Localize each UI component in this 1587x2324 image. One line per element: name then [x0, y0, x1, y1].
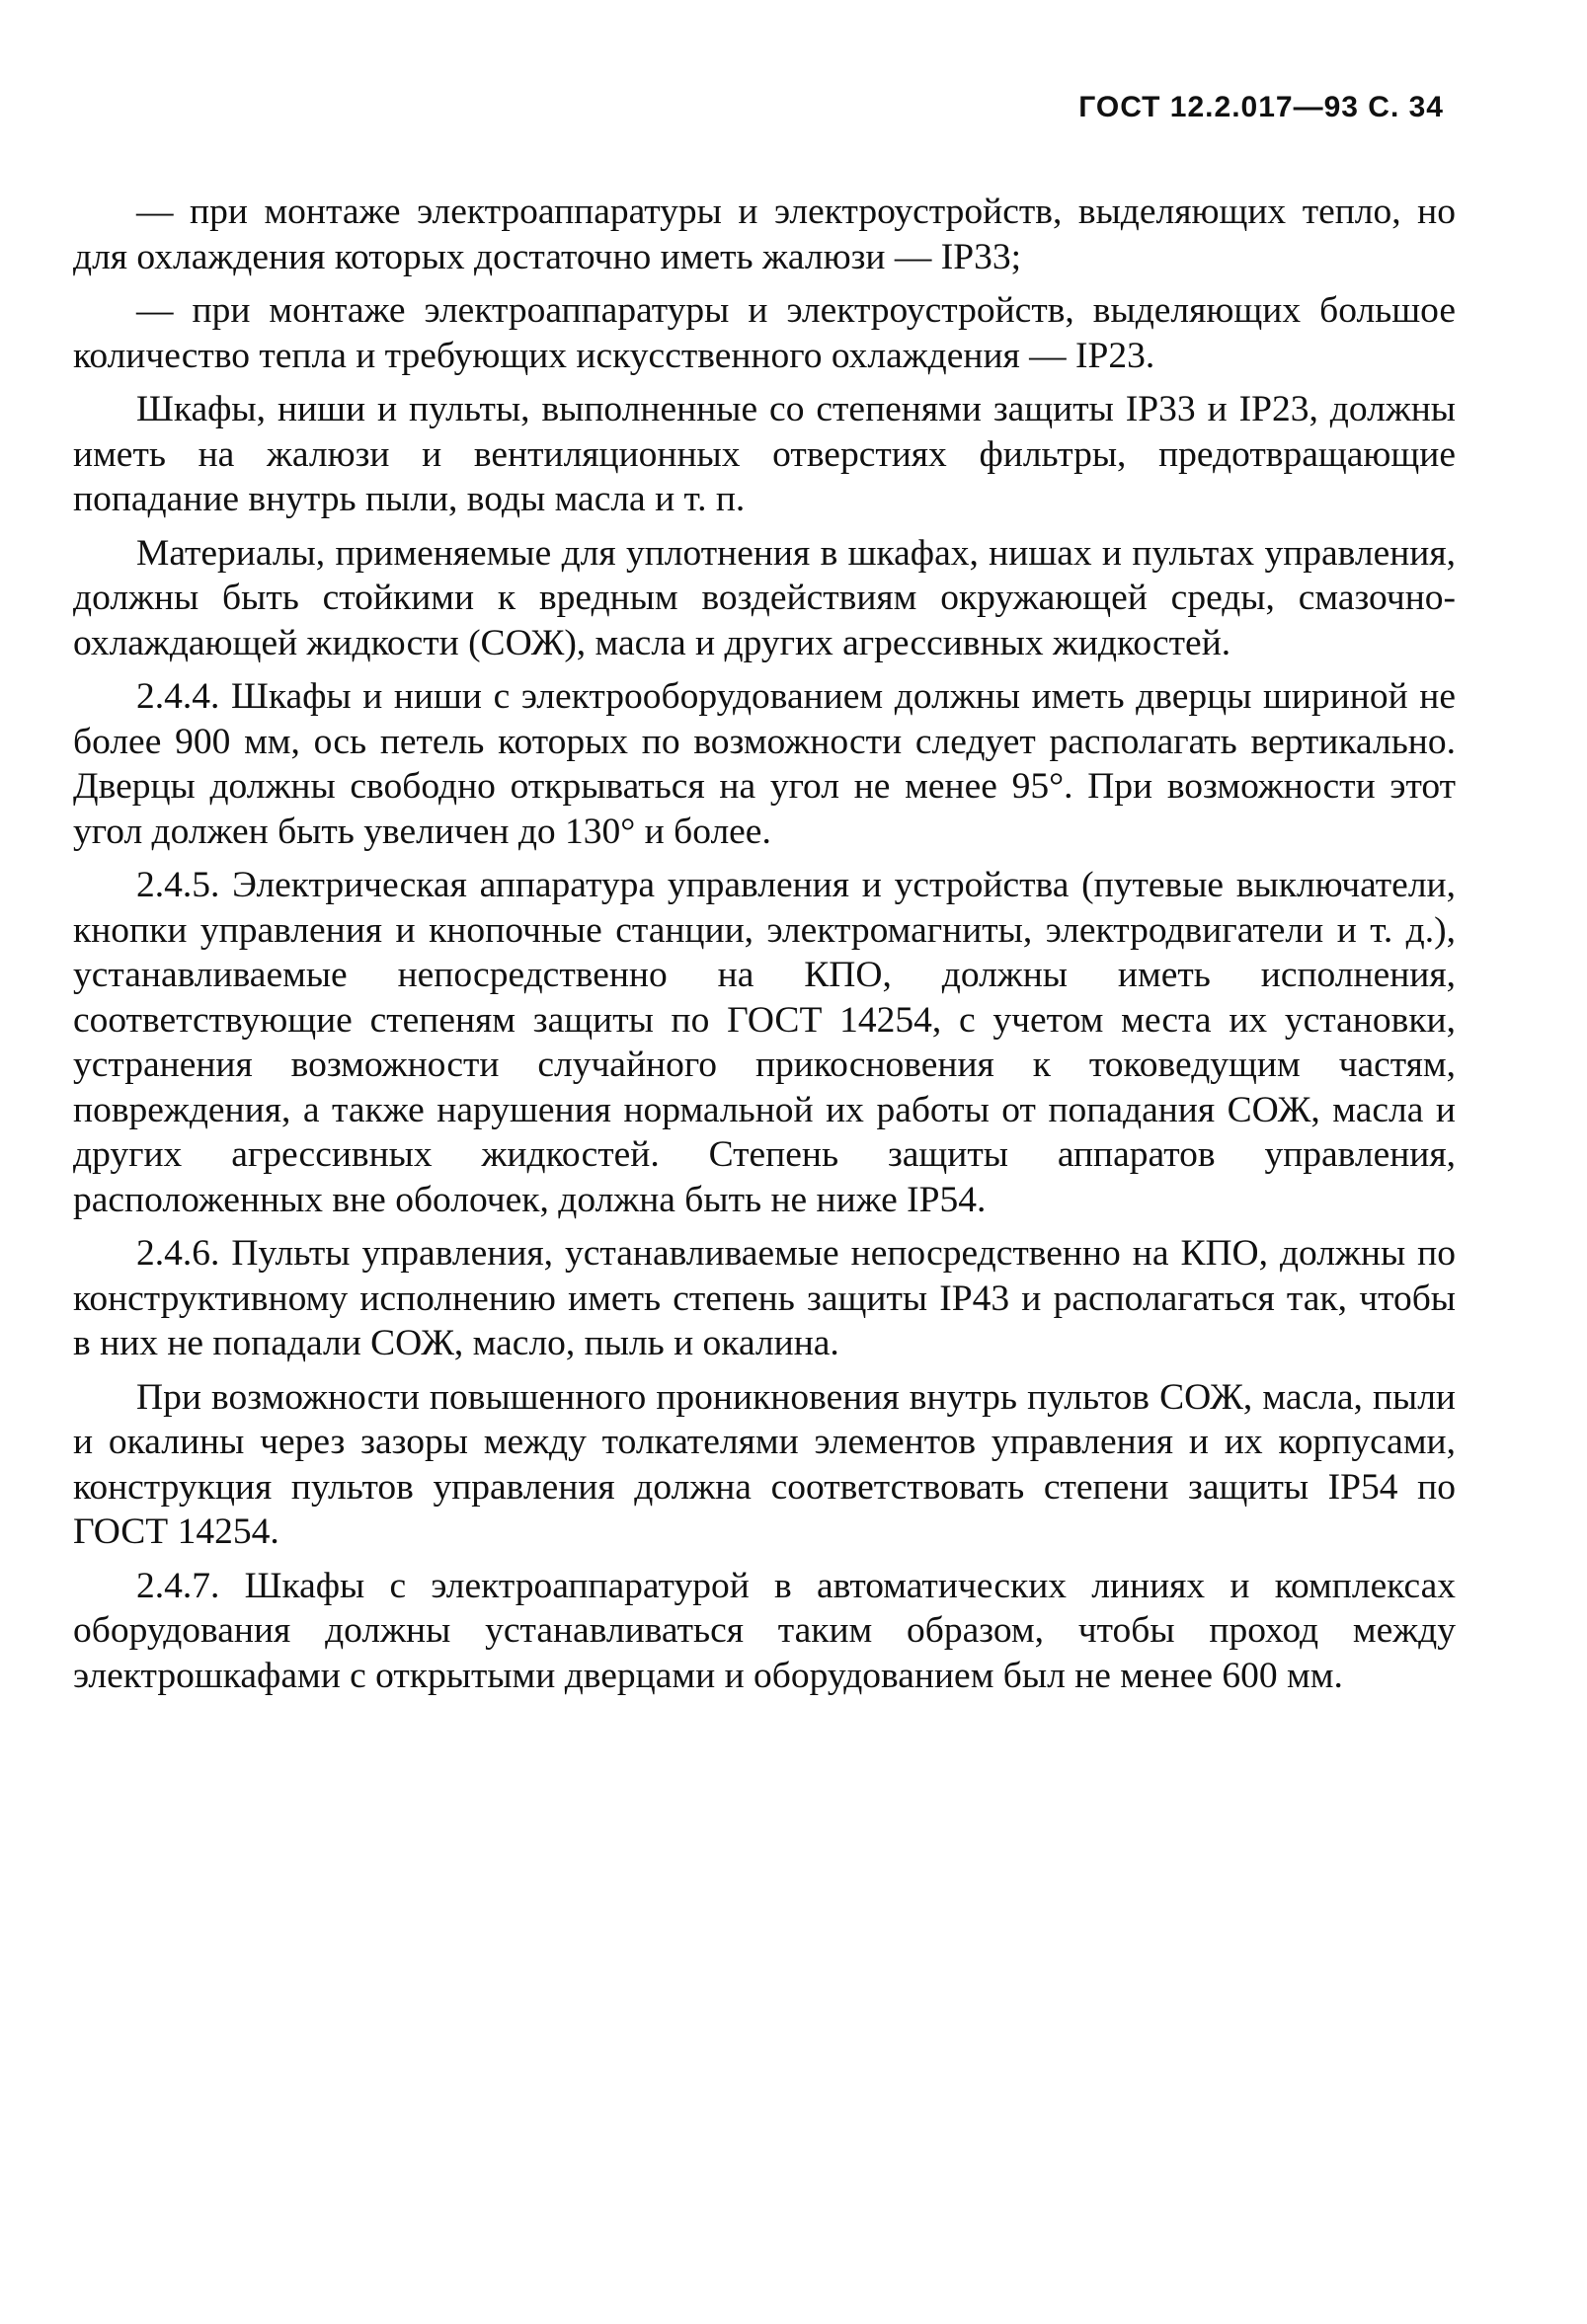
- paragraph: Шкафы, ниши и пульты, выполненные со степенями защиты IP33 и IP23, должны иметь на жалюзи и вентиляционных отверстиях фильтры, предотвращающие попадание внутрь пыли, воды масла и т. п.: [73, 389, 1456, 519]
- paragraph: 2.4.5. Электрическая аппаратура управления и устройства (путевые выключатели, кнопки управления и кнопочные станции, электромагниты, электродвигатели и т. д.), устанавливаемые непосредственно на КПО, должны иметь исполнения, соответствующие степеням защиты по ГОСТ 14254, с учетом места их установки, устранения возможности случайного прикосновения к токоведущим частям, повреждения, а также нарушения нормальной их работы от попадания СОЖ, масла и других агрессивных жидкостей. Степень защиты аппаратов управления, расположенных вне оболочек, должна быть не ниже IP54.: [73, 865, 1456, 1220]
- paragraph: 2.4.6. Пульты управления, устанавливаемые непосредственно на КПО, должны по конструктивному исполнению иметь степень защиты IP43 и располагаться так, чтобы в них не попадали СОЖ, масло, пыль и окалина.: [73, 1233, 1456, 1363]
- body-text: [73, 190, 1456, 1707]
- paragraph: — при монтаже электроаппаратуры и электроустройств, выделяющих тепло, но для охлаждения которых достаточно иметь жалюзи — IP33;: [73, 192, 1456, 277]
- paragraph: 2.4.4. Шкафы и ниши с электрооборудованием должны иметь дверцы шириной не более 900 мм, ось петель которых по возможности следует располагать вертикально. Дверцы должны свободно открываться на угол не менее 95°. При возможности этот угол должен быть увеличен до 130° и более.: [73, 676, 1456, 852]
- page-header: ГОСТ 12.2.017—93 С. 34: [1078, 91, 1444, 123]
- paragraph: При возможности повышенного проникновения внутрь пультов СОЖ, масла, пыли и окалины через зазоры между толкателями элементов управления и их корпусами, конструкция пультов управления должна соответствовать степени защиты IP54 по ГОСТ 14254.: [73, 1376, 1456, 1552]
- paragraph: 2.4.7. Шкафы с электроаппаратурой в автоматических линиях и комплексах оборудования должны устанавливаться таким образом, чтобы проход между электрошкафами с открытыми дверцами и оборудованием был не менее 600 мм.: [73, 1565, 1456, 1696]
- paragraph: Материалы, применяемые для уплотнения в шкафах, нишах и пультах управления, должны быть стойкими к вредным воздействиям окружающей среды, смазочно-охлаждающей жидкости (СОЖ), масла и других агрессивных жидкостей.: [73, 532, 1456, 663]
- paragraph: — при монтаже электроаппаратуры и электроустройств, выделяющих большое количество тепла и требующих искусственного охлаждения — IP23.: [73, 290, 1456, 376]
